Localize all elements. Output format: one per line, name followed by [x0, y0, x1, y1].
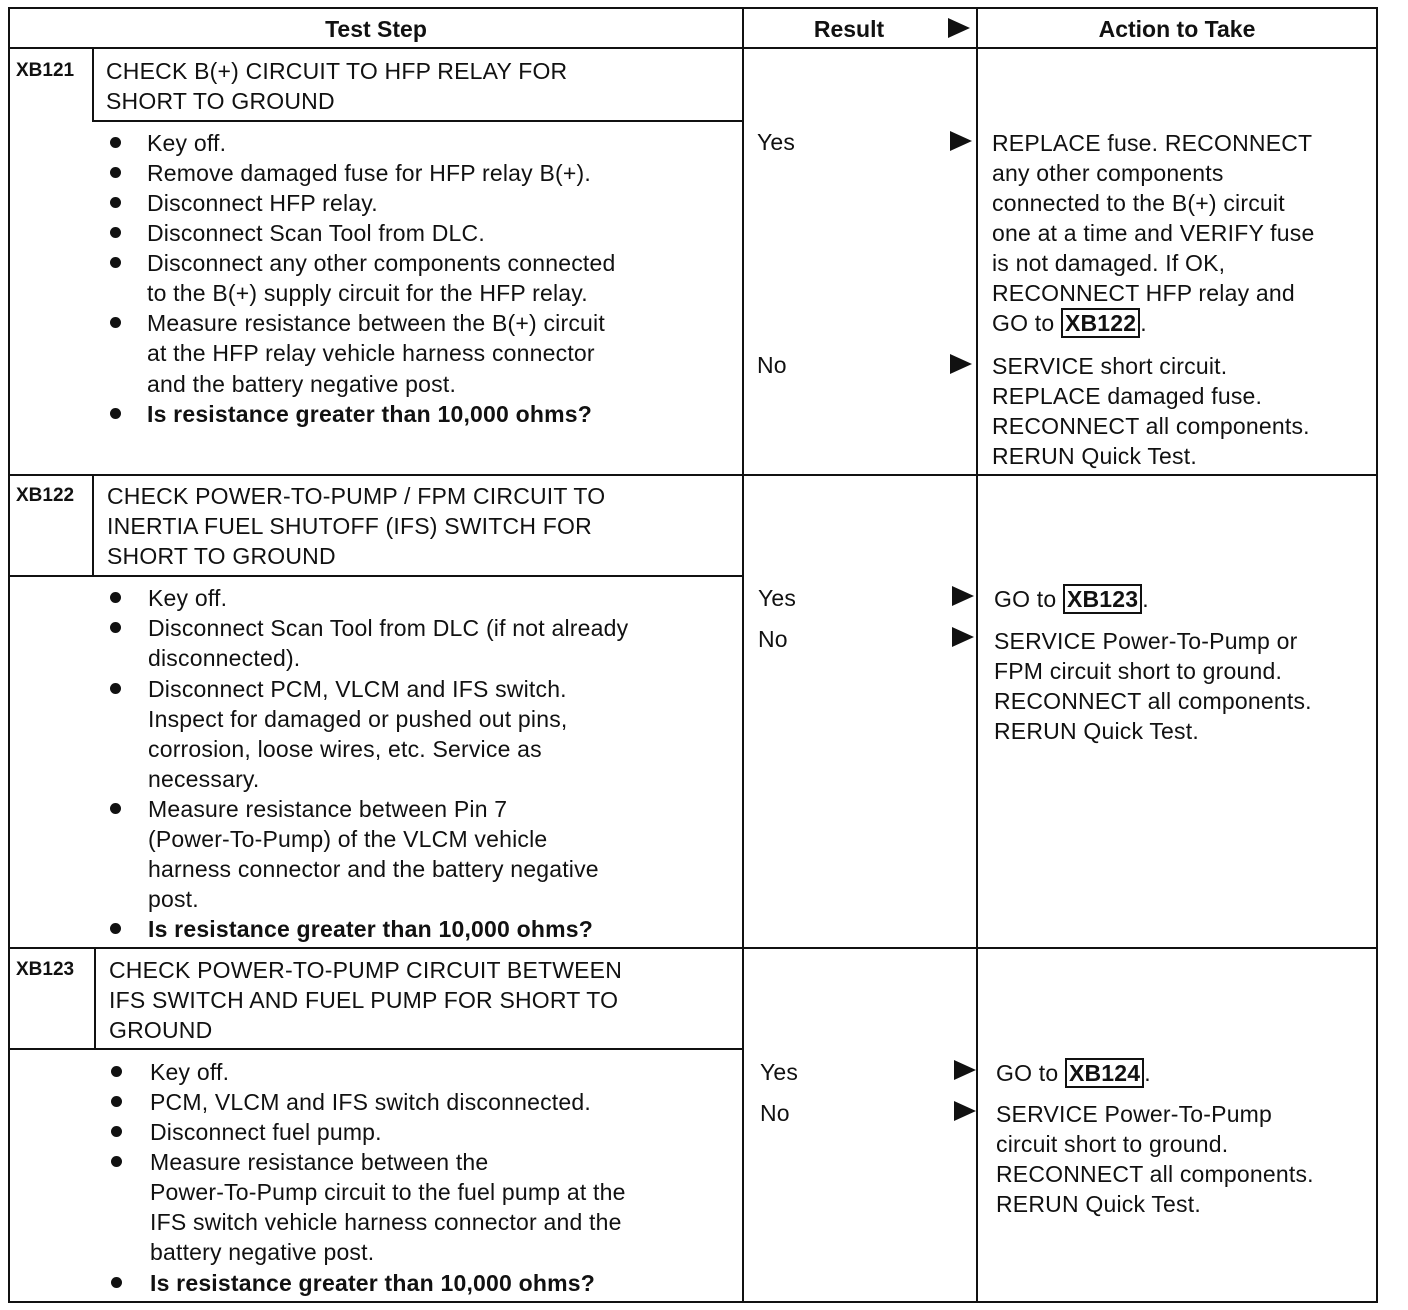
result-yes: Yes: [760, 1059, 799, 1085]
action-line: any other components: [992, 160, 1224, 186]
bullet-icon: [110, 803, 121, 814]
header-bottom-border: [8, 47, 1376, 49]
step-id: XB123: [16, 959, 75, 980]
table-top-border: [8, 7, 1376, 9]
goto-link-xb123[interactable]: XB123: [1063, 584, 1142, 614]
result-yes: Yes: [758, 585, 797, 611]
step-line: Key off.: [147, 130, 227, 156]
step-line: Key off.: [150, 1059, 230, 1085]
step-line: harness connector and the battery negative: [148, 856, 599, 882]
step-title: GROUND: [109, 1017, 213, 1043]
step-line: Measure resistance between the B(+) circuit: [147, 310, 605, 336]
result-arrow-icon: [954, 1101, 976, 1121]
step-line: and the battery negative post.: [147, 371, 457, 397]
bullet-icon: [111, 1096, 122, 1107]
step-line: Disconnect Scan Tool from DLC (if not already: [148, 615, 629, 641]
xb123-id-divider: [94, 949, 96, 1049]
bullet-icon: [110, 317, 121, 328]
action-line: is not damaged. If OK,: [992, 250, 1226, 276]
header-result: Result: [813, 16, 885, 42]
header-test-step: Test Step: [325, 16, 427, 42]
step-line: Disconnect fuel pump.: [150, 1119, 382, 1145]
result-no: No: [760, 1100, 790, 1126]
table-bottom-border: [8, 1301, 1378, 1303]
goto-suffix: .: [1142, 586, 1149, 612]
action-line: RECONNECT all components.: [994, 688, 1312, 714]
result-no: No: [758, 626, 788, 652]
action-line: RECONNECT all components.: [992, 413, 1310, 439]
goto-link-xb124[interactable]: XB124: [1065, 1058, 1144, 1088]
result-yes: Yes: [757, 129, 796, 155]
header-arrow-icon: [948, 18, 970, 38]
step-line: Measure resistance between the: [150, 1149, 489, 1175]
step-line: to the B(+) supply circuit for the HFP relay.: [147, 280, 588, 306]
step-line: post.: [148, 886, 199, 912]
step-title: IFS SWITCH AND FUEL PUMP FOR SHORT TO: [109, 987, 619, 1013]
action-line: FPM circuit short to ground.: [994, 658, 1283, 684]
goto-line: [992, 308, 1147, 338]
bullet-icon: [110, 227, 121, 238]
action-line: one at a time and VERIFY fuse: [992, 220, 1315, 246]
goto-line: [996, 1058, 1151, 1088]
step-line: Disconnect Scan Tool from DLC.: [147, 220, 485, 246]
bullet-icon: [110, 592, 121, 603]
bullet-icon: [110, 683, 121, 694]
result-arrow-icon: [952, 586, 974, 606]
col-divider-action: [976, 7, 978, 1303]
result-no: No: [757, 352, 787, 378]
step-line: Inspect for damaged or pushed out pins,: [148, 706, 568, 732]
step-line: Disconnect any other components connected: [147, 250, 616, 276]
result-arrow-icon: [950, 131, 972, 151]
bullet-icon: [110, 137, 121, 148]
bullet-icon: [110, 408, 121, 419]
action-line: SERVICE short circuit.: [992, 353, 1228, 379]
goto-prefix: GO to: [996, 1060, 1059, 1086]
step-line: Measure resistance between Pin 7: [148, 796, 508, 822]
bullet-icon: [111, 1277, 122, 1288]
goto-suffix: .: [1140, 310, 1147, 336]
step-line: Disconnect HFP relay.: [147, 190, 378, 216]
bullet-icon: [110, 622, 121, 633]
xb122-id-divider: [92, 476, 94, 576]
step-line: IFS switch vehicle harness connector and the: [150, 1209, 622, 1235]
step-id: XB121: [16, 60, 75, 81]
result-arrow-icon: [954, 1060, 976, 1080]
bullet-icon: [110, 257, 121, 268]
action-line: SERVICE Power-To-Pump or: [994, 628, 1298, 654]
xb121-title-bottom: [92, 120, 744, 122]
step-title: INERTIA FUEL SHUTOFF (IFS) SWITCH FOR: [107, 513, 592, 539]
step-title: SHORT TO GROUND: [106, 88, 335, 114]
xb121-id-divider: [92, 49, 94, 121]
step-line: (Power-To-Pump) of the VLCM vehicle: [148, 826, 548, 852]
action-line: REPLACE fuse. RECONNECT: [992, 130, 1313, 156]
goto-suffix: .: [1144, 1060, 1151, 1086]
step-line: PCM, VLCM and IFS switch disconnected.: [150, 1089, 591, 1115]
step-line: Power-To-Pump circuit to the fuel pump at the: [150, 1179, 626, 1205]
row-divider-1: [8, 474, 1378, 476]
step-question: Is resistance greater than 10,000 ohms?: [150, 1270, 596, 1296]
step-question: Is resistance greater than 10,000 ohms?: [147, 401, 593, 427]
bullet-icon: [110, 197, 121, 208]
step-line: corrosion, loose wires, etc. Service as: [148, 736, 542, 762]
step-id: XB122: [16, 485, 75, 506]
action-line: RERUN Quick Test.: [994, 718, 1199, 744]
bullet-icon: [110, 923, 121, 934]
goto-prefix: GO to: [992, 310, 1055, 336]
step-title: CHECK POWER-TO-PUMP CIRCUIT BETWEEN: [109, 957, 623, 983]
step-line: necessary.: [148, 766, 260, 792]
action-line: RERUN Quick Test.: [992, 443, 1197, 469]
bullet-icon: [111, 1156, 122, 1167]
goto-link-xb122[interactable]: XB122: [1061, 308, 1140, 338]
step-title: CHECK POWER-TO-PUMP / FPM CIRCUIT TO: [107, 483, 606, 509]
result-arrow-icon: [950, 354, 972, 374]
table-left-border: [8, 7, 10, 1303]
xb122-title-bottom: [8, 575, 744, 577]
step-title: SHORT TO GROUND: [107, 543, 336, 569]
goto-prefix: GO to: [994, 586, 1057, 612]
step-line: battery negative post.: [150, 1239, 375, 1265]
step-line: disconnected).: [148, 645, 301, 671]
bullet-icon: [111, 1066, 122, 1077]
action-line: REPLACE damaged fuse.: [992, 383, 1263, 409]
action-line: SERVICE Power-To-Pump: [996, 1101, 1273, 1127]
action-line: RECONNECT HFP relay and: [992, 280, 1295, 306]
xb123-title-bottom: [8, 1048, 744, 1050]
bullet-icon: [110, 167, 121, 178]
action-line: RERUN Quick Test.: [996, 1191, 1201, 1217]
bullet-icon: [111, 1126, 122, 1137]
col-divider-result: [742, 7, 744, 1303]
goto-line: [994, 584, 1149, 614]
step-line: at the HFP relay vehicle harness connector: [147, 340, 595, 366]
table-right-border: [1376, 7, 1378, 1303]
step-question: Is resistance greater than 10,000 ohms?: [148, 916, 594, 942]
step-title: CHECK B(+) CIRCUIT TO HFP RELAY FOR: [106, 58, 568, 84]
row-divider-2: [8, 947, 1378, 949]
step-line: Key off.: [148, 585, 228, 611]
step-line: Disconnect PCM, VLCM and IFS switch.: [148, 676, 567, 702]
action-line: RECONNECT all components.: [996, 1161, 1314, 1187]
result-arrow-icon: [952, 627, 974, 647]
action-line: circuit short to ground.: [996, 1131, 1229, 1157]
step-line: Remove damaged fuse for HFP relay B(+).: [147, 160, 591, 186]
header-action: Action to Take: [1098, 16, 1256, 42]
action-line: connected to the B(+) circuit: [992, 190, 1285, 216]
